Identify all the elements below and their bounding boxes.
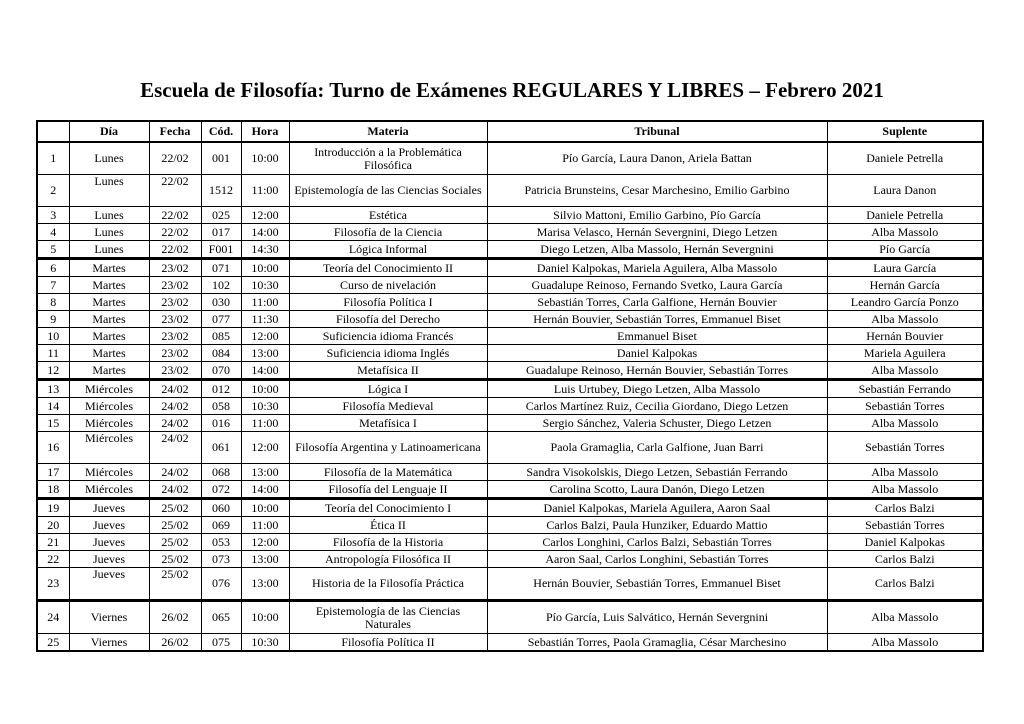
row-time: 10:00 [241, 380, 289, 398]
row-number: 3 [37, 207, 69, 224]
row-number: 13 [37, 380, 69, 398]
row-subject: Curso de nivelación [289, 277, 487, 294]
table-row [37, 499, 983, 517]
row-substitute: Daniele Petrella [827, 207, 983, 224]
row-day: Lunes [69, 224, 149, 241]
table-row [37, 601, 983, 634]
row-board: Daniel Kalpokas [487, 345, 827, 362]
row-subject: Filosofía Medieval [289, 398, 487, 415]
row-time: 10:00 [241, 142, 289, 175]
row-time: 13:00 [241, 464, 289, 481]
row-day: Viernes [69, 601, 149, 634]
table-row [37, 362, 983, 380]
row-subject: Introducción a la Problemática Filosófica [289, 142, 487, 175]
table-row [37, 345, 983, 362]
table-row [37, 398, 983, 415]
row-number: 2 [37, 175, 69, 207]
row-time: 12:00 [241, 534, 289, 551]
row-number: 22 [37, 551, 69, 568]
table-row [37, 534, 983, 551]
row-subject: Filosofía de la Matemática [289, 464, 487, 481]
row-time: 10:30 [241, 398, 289, 415]
row-date: 23/02 [149, 345, 201, 362]
header-day: Día [69, 121, 149, 142]
row-subject: Teoría del Conocimiento II [289, 259, 487, 277]
row-subject: Historia de la Filosofía Práctica [289, 568, 487, 601]
row-code: 102 [201, 277, 241, 294]
table-row [37, 259, 983, 277]
row-board: Sebastián Torres, Paola Gramaglia, César Marchesino [487, 634, 827, 652]
header-number [37, 121, 69, 142]
row-number: 23 [37, 568, 69, 601]
row-substitute: Leandro García Ponzo [827, 294, 983, 311]
table-row [37, 207, 983, 224]
row-substitute: Alba Massolo [827, 601, 983, 634]
row-subject: Metafísica I [289, 415, 487, 432]
row-subject: Filosofía del Derecho [289, 311, 487, 328]
row-date: 23/02 [149, 259, 201, 277]
table-row [37, 142, 983, 175]
row-code: 084 [201, 345, 241, 362]
row-date: 26/02 [149, 634, 201, 652]
row-number: 24 [37, 601, 69, 634]
row-board: Hernán Bouvier, Sebastián Torres, Emmanuel Biset [487, 568, 827, 601]
row-board: Aaron Saal, Carlos Longhini, Sebastián Torres [487, 551, 827, 568]
row-time: 14:00 [241, 362, 289, 380]
row-board: Guadalupe Reinoso, Fernando Svetko, Laura García [487, 277, 827, 294]
row-subject: Epistemología de las Ciencias Sociales [289, 175, 487, 207]
row-code: 065 [201, 601, 241, 634]
row-subject: Antropología Filosófica II [289, 551, 487, 568]
row-number: 16 [37, 432, 69, 464]
table-header-row [37, 121, 983, 142]
row-number: 17 [37, 464, 69, 481]
row-code: 016 [201, 415, 241, 432]
row-time: 11:30 [241, 311, 289, 328]
row-subject: Filosofía Política I [289, 294, 487, 311]
table-row [37, 175, 983, 207]
row-day: Lunes [69, 241, 149, 259]
row-code: 073 [201, 551, 241, 568]
row-time: 12:00 [241, 328, 289, 345]
row-substitute: Sebastián Torres [827, 517, 983, 534]
row-subject: Filosofía del Lenguaje II [289, 481, 487, 499]
row-date: 26/02 [149, 601, 201, 634]
row-substitute: Laura García [827, 259, 983, 277]
document-title: Escuela de Filosofía: Turno de Exámenes REGULARES Y LIBRES – Febrero 2021 [140, 78, 884, 102]
row-day: Miércoles [69, 398, 149, 415]
row-date: 25/02 [149, 551, 201, 568]
row-day: Martes [69, 345, 149, 362]
row-day: Miércoles [69, 481, 149, 499]
row-day: Lunes [69, 207, 149, 224]
row-board: Sandra Visokolskis, Diego Letzen, Sebastián Ferrando [487, 464, 827, 481]
row-substitute: Alba Massolo [827, 634, 983, 652]
table-row [37, 464, 983, 481]
row-board: Sebastián Torres, Carla Galfione, Hernán Bouvier [487, 294, 827, 311]
row-board: Carlos Longhini, Carlos Balzi, Sebastián Torres [487, 534, 827, 551]
row-board: Paola Gramaglia, Carla Galfione, Juan Barri [487, 432, 827, 464]
row-substitute: Alba Massolo [827, 311, 983, 328]
row-date: 23/02 [149, 277, 201, 294]
row-time: 10:00 [241, 499, 289, 517]
row-subject: Suficiencia idioma Inglés [289, 345, 487, 362]
row-date: 23/02 [149, 311, 201, 328]
row-code: 001 [201, 142, 241, 175]
row-code: 072 [201, 481, 241, 499]
row-time: 11:00 [241, 294, 289, 311]
row-day: Jueves [69, 534, 149, 551]
row-subject: Filosofía de la Historia [289, 534, 487, 551]
row-substitute: Alba Massolo [827, 481, 983, 499]
row-day: Miércoles [69, 415, 149, 432]
table-row [37, 551, 983, 568]
row-time: 14:00 [241, 224, 289, 241]
table-row [37, 241, 983, 259]
row-substitute: Hernán García [827, 277, 983, 294]
row-date: 24/02 [149, 481, 201, 499]
row-day: Martes [69, 294, 149, 311]
row-date: 22/02 [149, 241, 201, 259]
row-code: 061 [201, 432, 241, 464]
row-day: Lunes [69, 142, 149, 175]
row-board: Emmanuel Biset [487, 328, 827, 345]
table-row [37, 517, 983, 534]
row-board: Guadalupe Reinoso, Hernán Bouvier, Sebastián Torres [487, 362, 827, 380]
row-code: 1512 [201, 175, 241, 207]
row-substitute: Carlos Balzi [827, 551, 983, 568]
header-time: Hora [241, 121, 289, 142]
row-number: 12 [37, 362, 69, 380]
header-code: Cód. [201, 121, 241, 142]
row-subject: Teoría del Conocimiento I [289, 499, 487, 517]
row-subject: Suficiencia idioma Francés [289, 328, 487, 345]
row-date: 25/02 [149, 534, 201, 551]
row-day: Viernes [69, 634, 149, 652]
row-number: 8 [37, 294, 69, 311]
row-date: 23/02 [149, 328, 201, 345]
row-substitute: Pío García [827, 241, 983, 259]
header-subject: Materia [289, 121, 487, 142]
row-date: 24/02 [149, 415, 201, 432]
table-row [37, 277, 983, 294]
row-time: 14:00 [241, 481, 289, 499]
row-subject: Estética [289, 207, 487, 224]
row-board: Patricia Brunsteins, Cesar Marchesino, Emilio Garbino [487, 175, 827, 207]
row-substitute: Daniel Kalpokas [827, 534, 983, 551]
row-day: Martes [69, 311, 149, 328]
row-board: Carolina Scotto, Laura Danón, Diego Letzen [487, 481, 827, 499]
row-date: 22/02 [149, 207, 201, 224]
row-number: 21 [37, 534, 69, 551]
table-row [37, 568, 983, 601]
row-date: 23/02 [149, 362, 201, 380]
row-code: 025 [201, 207, 241, 224]
row-day: Miércoles [69, 464, 149, 481]
row-substitute: Alba Massolo [827, 362, 983, 380]
row-day: Jueves [69, 568, 149, 601]
row-board: Carlos Balzi, Paula Hunziker, Eduardo Mattio [487, 517, 827, 534]
header-substitute: Suplente [827, 121, 983, 142]
row-time: 10:30 [241, 634, 289, 652]
row-date: 25/02 [149, 499, 201, 517]
row-board: Marisa Velasco, Hernán Severgnini, Diego Letzen [487, 224, 827, 241]
row-number: 18 [37, 481, 69, 499]
table-row [37, 432, 983, 464]
row-board: Diego Letzen, Alba Massolo, Hernán Severgnini [487, 241, 827, 259]
row-date: 22/02 [149, 224, 201, 241]
row-substitute: Sebastián Torres [827, 398, 983, 415]
row-board: Carlos Martínez Ruiz, Cecilia Giordano, Diego Letzen [487, 398, 827, 415]
row-number: 20 [37, 517, 69, 534]
row-time: 11:00 [241, 175, 289, 207]
row-code: 058 [201, 398, 241, 415]
row-number: 11 [37, 345, 69, 362]
table-row [37, 380, 983, 398]
row-time: 10:00 [241, 259, 289, 277]
table-row [37, 415, 983, 432]
row-day: Lunes [69, 175, 149, 207]
row-board: Silvio Mattoni, Emilio Garbino, Pío García [487, 207, 827, 224]
row-code: 060 [201, 499, 241, 517]
row-number: 15 [37, 415, 69, 432]
row-substitute: Alba Massolo [827, 224, 983, 241]
row-code: 076 [201, 568, 241, 601]
row-time: 11:00 [241, 415, 289, 432]
row-code: 012 [201, 380, 241, 398]
table-row [37, 224, 983, 241]
row-subject: Filosofía de la Ciencia [289, 224, 487, 241]
row-number: 25 [37, 634, 69, 652]
row-day: Martes [69, 328, 149, 345]
row-code: 017 [201, 224, 241, 241]
row-day: Martes [69, 277, 149, 294]
row-code: 030 [201, 294, 241, 311]
row-subject: Filosofía Política II [289, 634, 487, 652]
row-date: 22/02 [149, 142, 201, 175]
row-time: 11:00 [241, 517, 289, 534]
row-code: 070 [201, 362, 241, 380]
row-subject: Ética II [289, 517, 487, 534]
row-substitute: Carlos Balzi [827, 499, 983, 517]
row-substitute: Sebastián Ferrando [827, 380, 983, 398]
row-substitute: Sebastián Torres [827, 432, 983, 464]
row-substitute: Alba Massolo [827, 464, 983, 481]
row-day: Martes [69, 259, 149, 277]
row-substitute: Carlos Balzi [827, 568, 983, 601]
row-date: 24/02 [149, 432, 201, 464]
table-row [37, 634, 983, 652]
row-code: 077 [201, 311, 241, 328]
row-time: 10:00 [241, 601, 289, 634]
row-code: 069 [201, 517, 241, 534]
row-time: 13:00 [241, 568, 289, 601]
row-substitute: Mariela Aguilera [827, 345, 983, 362]
row-time: 13:00 [241, 551, 289, 568]
row-board: Daniel Kalpokas, Mariela Aguilera, Aaron Saal [487, 499, 827, 517]
exam-schedule-table [36, 120, 984, 652]
row-code: 085 [201, 328, 241, 345]
row-number: 10 [37, 328, 69, 345]
row-board: Hernán Bouvier, Sebastián Torres, Emmanuel Biset [487, 311, 827, 328]
table-row [37, 328, 983, 345]
row-time: 14:30 [241, 241, 289, 259]
row-board: Pío García, Luis Salvático, Hernán Severgnini [487, 601, 827, 634]
table-row [37, 481, 983, 499]
row-substitute: Hernán Bouvier [827, 328, 983, 345]
row-number: 14 [37, 398, 69, 415]
row-board: Pío García, Laura Danon, Ariela Battan [487, 142, 827, 175]
row-date: 24/02 [149, 464, 201, 481]
row-substitute: Laura Danon [827, 175, 983, 207]
row-date: 24/02 [149, 380, 201, 398]
row-day: Martes [69, 362, 149, 380]
row-number: 4 [37, 224, 69, 241]
row-code: 071 [201, 259, 241, 277]
header-date: Fecha [149, 121, 201, 142]
row-number: 5 [37, 241, 69, 259]
row-number: 1 [37, 142, 69, 175]
exam-schedule-table-wrapper [36, 120, 982, 652]
row-board: Luis Urtubey, Diego Letzen, Alba Massolo [487, 380, 827, 398]
row-code: 068 [201, 464, 241, 481]
row-board: Sergio Sánchez, Valeria Schuster, Diego Letzen [487, 415, 827, 432]
row-subject: Metafísica II [289, 362, 487, 380]
row-time: 12:00 [241, 207, 289, 224]
row-day: Jueves [69, 517, 149, 534]
row-time: 12:00 [241, 432, 289, 464]
row-date: 23/02 [149, 294, 201, 311]
table-body [37, 142, 983, 651]
row-number: 9 [37, 311, 69, 328]
row-time: 10:30 [241, 277, 289, 294]
row-day: Jueves [69, 551, 149, 568]
row-subject: Filosofía Argentina y Latinoamericana [289, 432, 487, 464]
row-board: Daniel Kalpokas, Mariela Aguilera, Alba Massolo [487, 259, 827, 277]
row-subject: Lógica I [289, 380, 487, 398]
row-substitute: Alba Massolo [827, 415, 983, 432]
row-subject: Lógica Informal [289, 241, 487, 259]
row-date: 25/02 [149, 568, 201, 601]
row-date: 25/02 [149, 517, 201, 534]
row-day: Miércoles [69, 432, 149, 464]
row-date: 24/02 [149, 398, 201, 415]
table-row [37, 294, 983, 311]
row-code: 075 [201, 634, 241, 652]
row-number: 6 [37, 259, 69, 277]
row-subject: Epistemología de las Ciencias Naturales [289, 601, 487, 634]
row-day: Miércoles [69, 380, 149, 398]
row-number: 19 [37, 499, 69, 517]
header-board: Tribunal [487, 121, 827, 142]
row-code: 053 [201, 534, 241, 551]
row-day: Jueves [69, 499, 149, 517]
row-substitute: Daniele Petrella [827, 142, 983, 175]
row-time: 13:00 [241, 345, 289, 362]
table-row [37, 311, 983, 328]
row-number: 7 [37, 277, 69, 294]
row-date: 22/02 [149, 175, 201, 207]
row-code: F001 [201, 241, 241, 259]
